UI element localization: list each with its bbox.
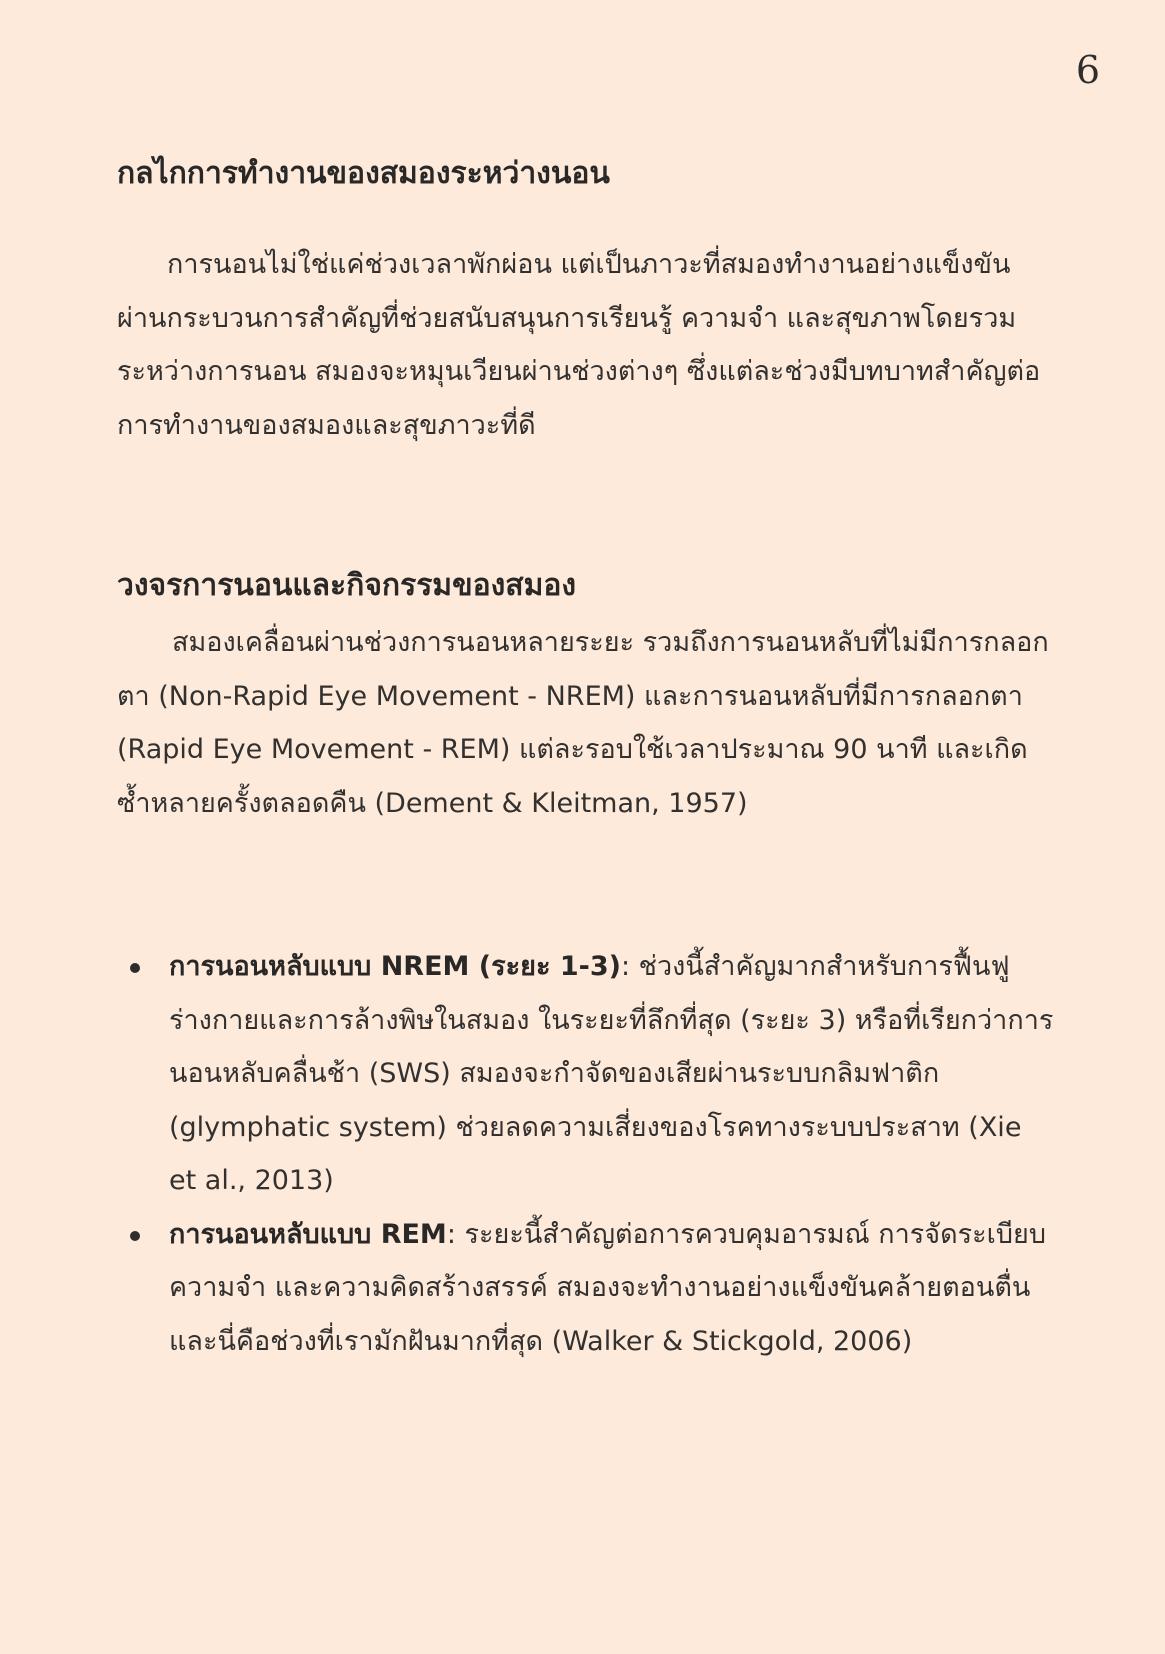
page-number: 6 [1075,48,1100,92]
list-item-nrem [117,940,1057,1208]
list-item-rem [117,1208,1057,1369]
bullet-text: : ช่วงนี้สำคัญมากสำหรับการฟื้นฟูร่างกายและการล้างพิษในสมอง ในระยะที่ลึกที่สุด (ระยะ 3) หรือที่เรียกว่าการนอนหลับคลื่นช้า (SWS) สมองจะกำจัดของเสียผ่านระบบกลิมฟาติก (glymphatic system) ช่วยลดความเสี่ยงของโรคทางระบบประสาท (Xie et al., 2013) [169,951,1054,1196]
section-heading-brain-mechanism: กลไกการทำงานของสมองระหว่างนอน [117,156,610,191]
bullet-term: การนอนหลับแบบ REM [169,1218,447,1250]
bullet-text: : ระยะนี้สำคัญต่อการควบคุมอารมณ์ การจัดระเบียบความจำ และความคิดสร้างสรรค์ สมองจะทำงานอย่างแข็งขันคล้ายตอนตื่น และนี่คือช่วงที่เรามักฝันมากที่สุด (Walker & Stickgold, 2006) [169,1218,1046,1357]
bullet-dot-icon [130,1231,140,1241]
sleep-stage-list [117,940,1057,1368]
intro-paragraph: การนอนไม่ใช่แค่ช่วงเวลาพักผ่อน แต่เป็นภาวะที่สมองทำงานอย่างแข็งขัน ผ่านกระบวนการสำคัญที่ช่วยสนับสนุนการเรียนรู้ ความจำ และสุขภาพโดยรวม ระหว่างการนอน สมองจะหมุนเวียนผ่านช่วงต่างๆ ซึ่งแต่ละช่วงมีบทบาทสำคัญต่อการทำงานของสมองและสุขภาวะที่ดี [117,249,1041,441]
bullet-dot-icon [130,963,140,973]
section-heading-sleep-cycle: วงจรการนอนและกิจกรรมของสมอง [117,568,577,603]
bullet-term: การนอนหลับแบบ NREM (ระยะ 1-3) [169,951,621,982]
sleep-cycle-paragraph: สมองเคลื่อนผ่านช่วงการนอนหลายระยะ รวมถึงการนอนหลับที่ไม่มีการกลอกตา (Non-Rapid Eye Movement - NREM) และการนอนหลับที่มีการกลอกตา (Rapid Eye Movement - REM) แต่ละรอบใช้เวลาประมาณ 90 นาที และเกิดซ้ำหลายครั้งตลอดคืน (Dement & Kleitman, 1957) [117,627,1049,819]
